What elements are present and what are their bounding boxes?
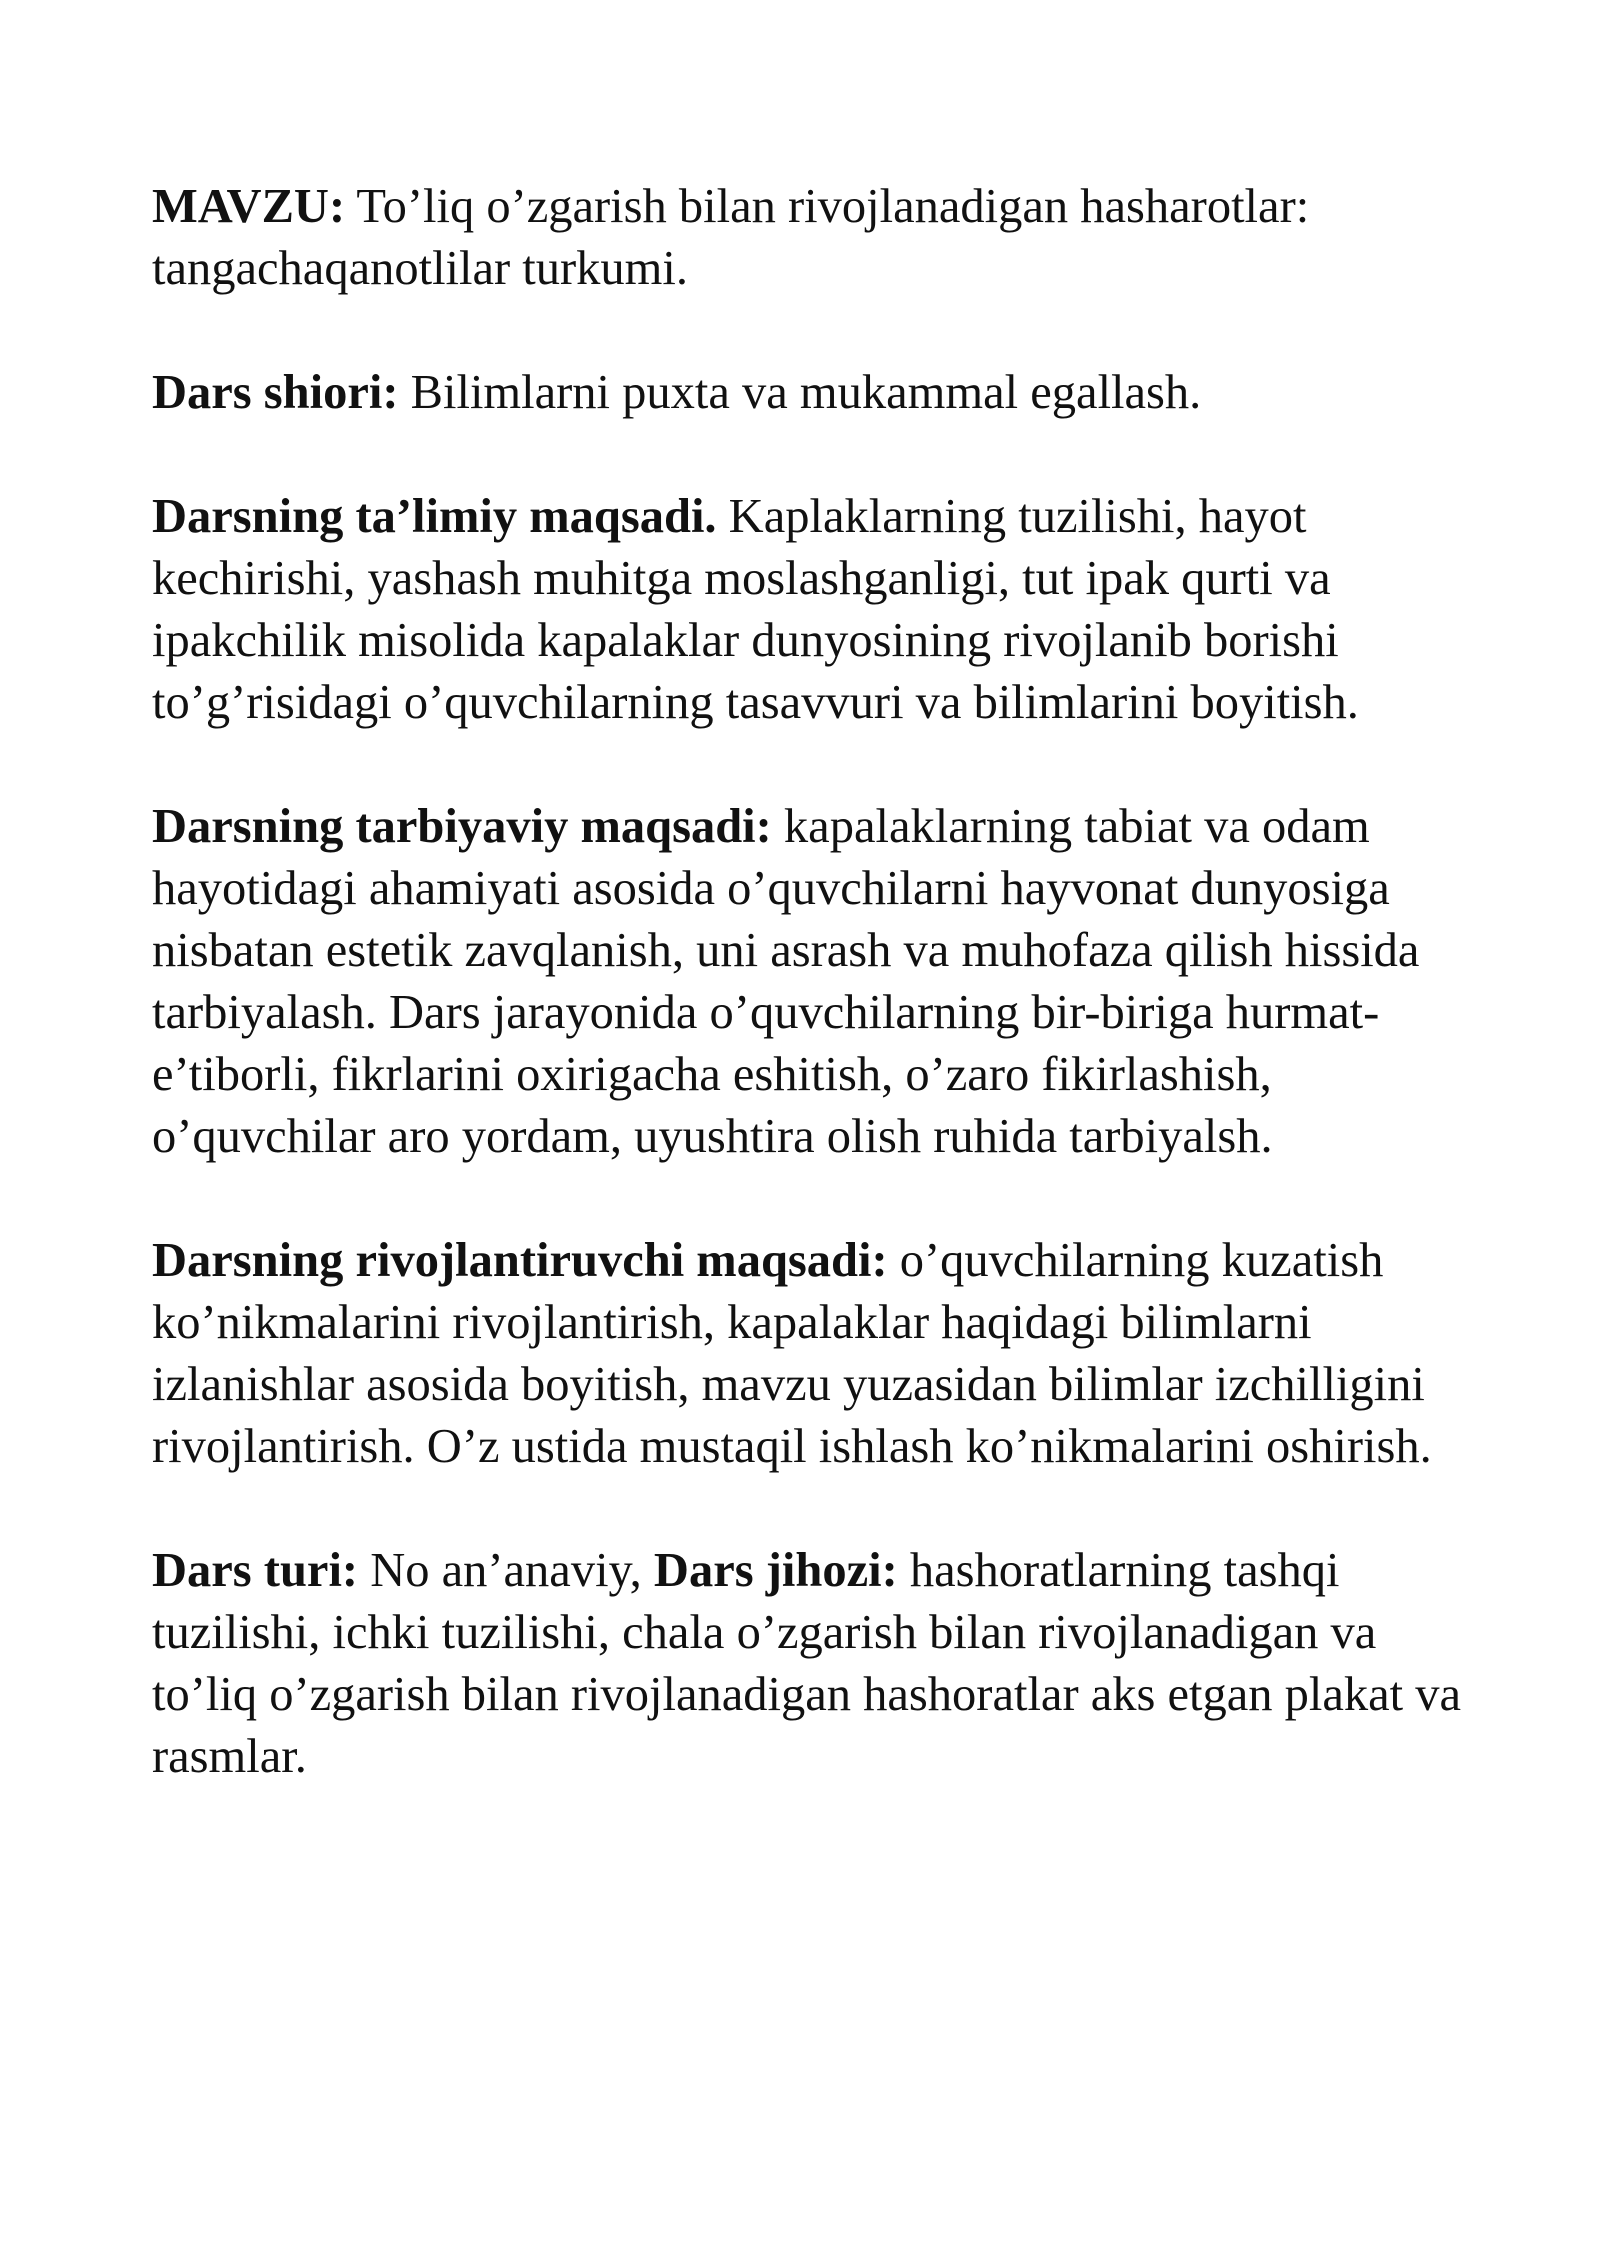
topic-label: MAVZU: <box>152 180 346 233</box>
developmental-goal-text: o’quvchilarning kuzatish ko’nikmalarini rivojlantirish, kapalaklar haqidagi bilimlarni izlanishlar asosida boyitish, mavzu yuzasidan bilimlar izchilligini rivojlantirish. O’z ustida mustaqil ishlash ko’nikmalarini oshirish. <box>152 1234 1432 1473</box>
educational-goal-paragraph <box>152 486 1492 734</box>
upbringing-goal-text: kapalaklarning tabiat va odam hayotidagi ahamiyati asosida o’quvchilarni hayvonat dunyosiga nisbatan estetik zavqlanish, uni asrash va muhofaza qilish hissida tarbiyalash. Dars jarayonida o’quvchilarning bir-biriga hurmat-e’tiborli, fikrlarini oxirigacha eshitish, o’zaro fikirlashish, o’quvchilar aro yordam, uyushtira olish ruhida tarbiyalsh. <box>152 800 1420 1163</box>
developmental-goal-paragraph <box>152 1230 1492 1478</box>
motto-label: Dars shiori: <box>152 366 399 419</box>
lesson-info-paragraph <box>152 1540 1492 1788</box>
upbringing-goal-paragraph <box>152 796 1492 1168</box>
lesson-equipment-text: hashoratlarning tashqi tuzilishi, ichki tuzilishi, chala o’zgarish bilan rivojlanadigan va to’liq o’zgarish bilan rivojlanadigan hashoratlar aks etgan plakat va rasmlar. <box>152 1544 1462 1783</box>
document-page <box>152 176 1492 1788</box>
developmental-goal-label: Darsning rivojlantiruvchi maqsadi: <box>152 1234 888 1287</box>
motto-text: Bilimlarni puxta va mukammal egallash. <box>398 366 1202 419</box>
educational-goal-label: Darsning ta’limiy maqsadi. <box>152 490 717 543</box>
upbringing-goal-label: Darsning tarbiyaviy maqsadi: <box>152 800 772 853</box>
lesson-type-label: Dars turi: <box>152 1544 359 1597</box>
lesson-type-text: No an’anaviy, <box>358 1544 654 1597</box>
lesson-equipment-label: Dars jihozi: <box>653 1544 898 1597</box>
motto-paragraph <box>152 362 1492 424</box>
topic-text: To’liq o’zgarish bilan rivojlanadigan hasharotlar: tangachaqanotlilar turkumi. <box>152 180 1310 295</box>
topic-paragraph <box>152 176 1492 300</box>
educational-goal-text: Kaplaklarning tuzilishi, hayot kechirishi, yashash muhitga moslashganligi, tut ipak qurti va ipakchilik misolida kapalaklar dunyosining rivojlanib borishi to’g’risidagi o’quvchilarning tasavvuri va bilimlarini boyitish. <box>152 490 1359 729</box>
